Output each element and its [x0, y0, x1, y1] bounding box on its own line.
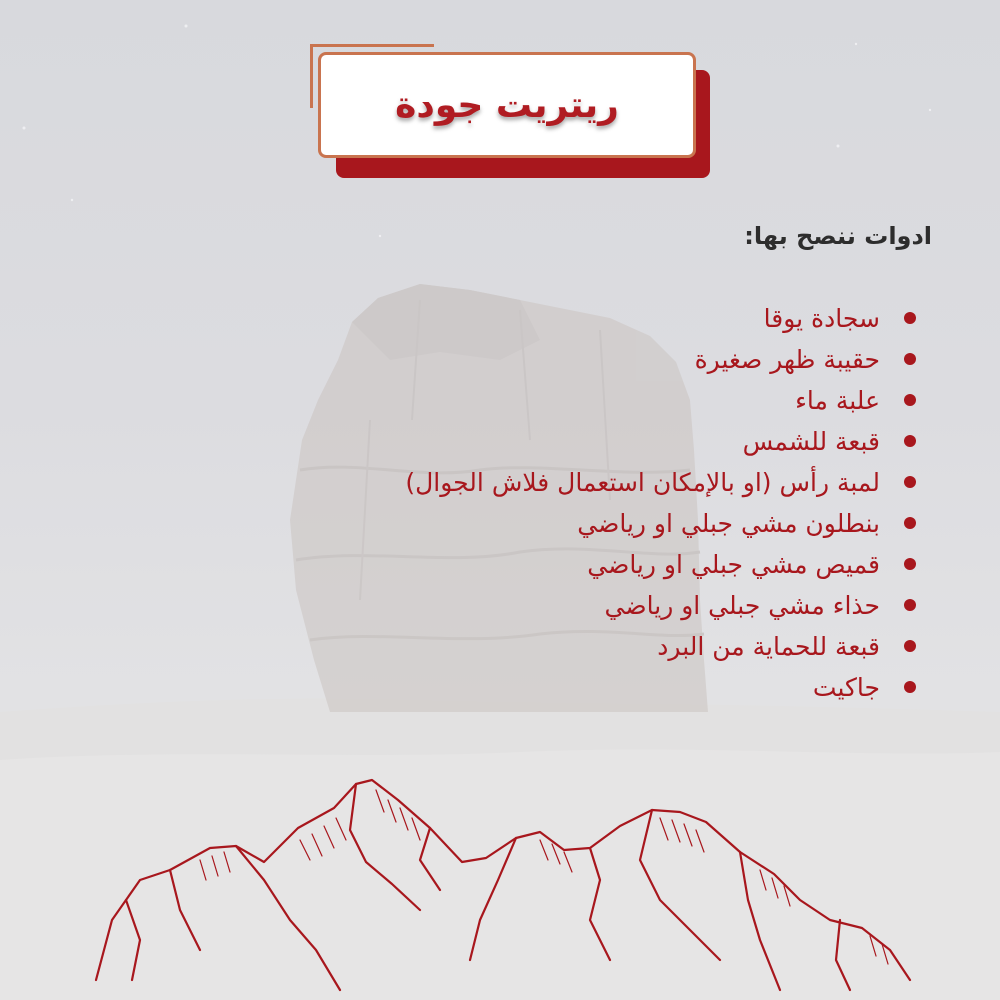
page-title: ريتريت جودة [395, 84, 619, 126]
tool-item-cold-hat: قبعة للحماية من البرد [405, 626, 920, 667]
tool-item-jacket: جاكيت [405, 667, 920, 708]
tool-item-head-lamp: لمبة رأس (او بالإمكان استعمال فلاش الجوال) [405, 462, 920, 503]
tool-item-yoga-mat: سجادة يوقا [405, 298, 920, 339]
tool-item-water-bottle: علبة ماء [405, 380, 920, 421]
title-accent-line-top [310, 44, 434, 47]
tools-intro: ادوات ننصح بها: [744, 222, 932, 250]
tools-list [405, 298, 920, 708]
title-accent-line-left [310, 44, 313, 108]
title-banner [310, 44, 710, 184]
title-card [318, 52, 696, 158]
tool-item-hiking-shirt: قميص مشي جبلي او رياضي [405, 544, 920, 585]
tool-item-backpack: حقيبة ظهر صغيرة [405, 339, 920, 380]
tool-item-sun-hat: قبعة للشمس [405, 421, 920, 462]
tool-item-hiking-pants: بنطلون مشي جبلي او رياضي [405, 503, 920, 544]
tool-item-hiking-shoes: حذاء مشي جبلي او رياضي [405, 585, 920, 626]
